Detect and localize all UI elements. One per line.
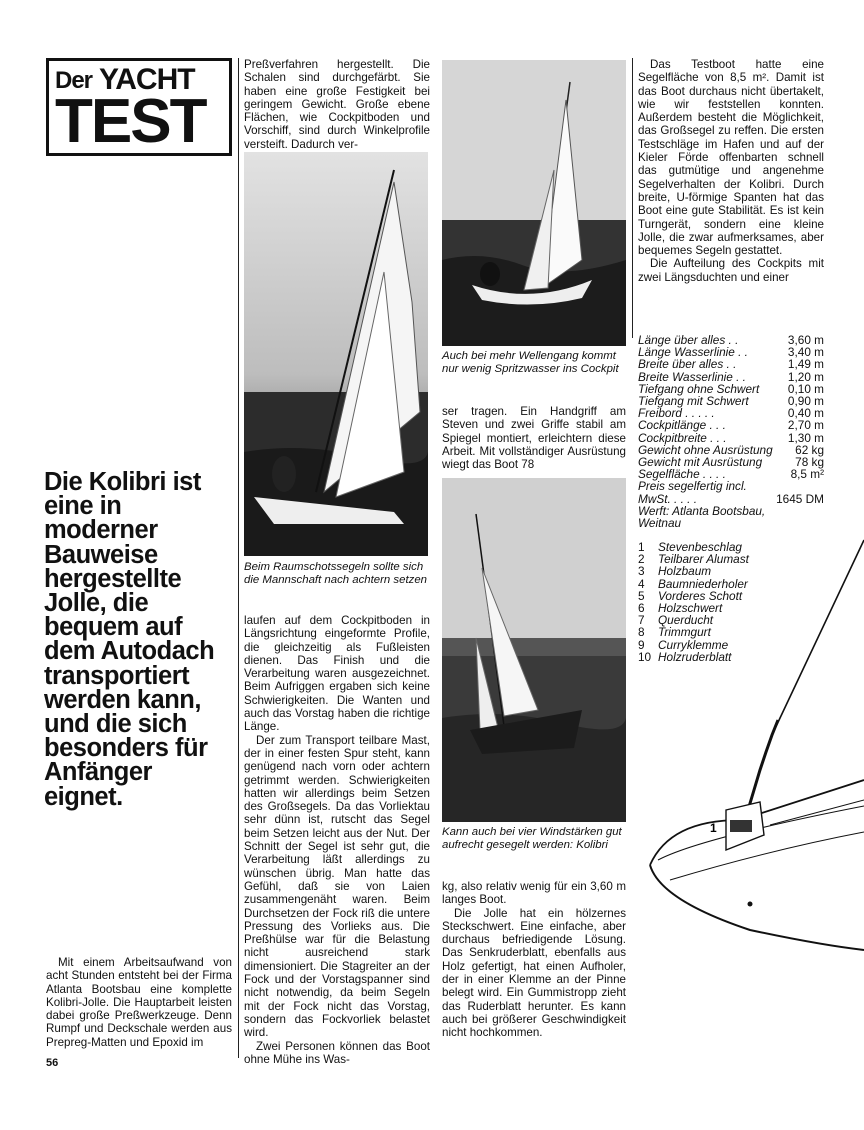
photo-1-caption: Beim Raumschotssegeln sollte sich die Mannschaft nach achtern setzen — [244, 561, 427, 586]
column-rule — [238, 58, 239, 1058]
legend-item: 10 Holzruderblatt — [638, 649, 732, 664]
legend-item: 3 Holzbaum — [638, 564, 712, 579]
legend-item: 5 Vorderes Schott — [638, 588, 743, 603]
headline: Die Kolibri ist eine in moderner Bauweise hergestellte Jolle, die bequem auf dem Autodach transportiert werden kann, und die sich besonders für Anfänger eignet. — [44, 468, 215, 811]
photo-3-caption: Kann auch bei vier Windstärken gut aufrecht gesegelt werden: Kolibri — [442, 826, 622, 851]
column-3-text-top — [442, 405, 626, 471]
spec-row: Weitnau — [638, 516, 682, 531]
spec-row: Länge über alles . . 3,60 m — [638, 333, 824, 347]
spec-row: Cockpitlänge . . . 2,70 m — [638, 418, 824, 433]
legend-item: 7 Querducht — [638, 613, 714, 628]
paragraph: Das Testboot hatte eine Segelfläche von 8,5 m². Damit ist das Boot durchaus nicht übertakelt, wie wir feststellen konnten. Außerdem besteht die Möglichkeit, das Großsegel zu reffen. Die ersten Testschläge im Hafen und auf der Kieler Förde offenbarten schnell das gutmütige und angenehme Segelverhalten der Kolibri. Durch breite, U-förmige Spanten hat das Boot eine gute Stabilität. Es ist kein Turngerät, sondern eine kleine Jolle, die zwar aufmerksames, aber bequemes Segeln gestattet. — [638, 58, 824, 258]
spec-row: Gewicht ohne Ausrüstung 62 kg — [638, 442, 824, 457]
logo-yacht: YACHT — [99, 63, 195, 96]
photo-2-image — [442, 60, 626, 346]
photo-sailboat-downwind — [244, 152, 428, 556]
paragraph: Die Aufteilung des Cockpits mit zwei Längsduchten und einer — [638, 257, 824, 284]
column-rule — [632, 58, 633, 338]
paragraph: Zwei Personen können das Boot ohne Mühe ins Was- — [244, 1039, 430, 1066]
legend-item: 4 Baumniederholer — [638, 576, 748, 591]
photo-sailboat-upwind — [442, 478, 626, 822]
diagram-label-1: 1 — [710, 821, 717, 835]
spec-row: Breite über alles . . 1,49 m — [638, 357, 824, 372]
column-4-text — [638, 58, 824, 284]
legend-item: 6 Holzschwert — [638, 601, 723, 616]
spec-row: Länge Wasserlinie . . 3,40 m — [638, 345, 824, 360]
photo-1-image — [244, 152, 428, 556]
spec-row: Tiefgang ohne Schwert 0,10 m — [638, 381, 824, 396]
paragraph: Preßverfahren hergestellt. Die Schalen sind durchgefärbt. Sie haben eine große Festigkeit bei geringem Gewicht. Große ebene Flächen, wie Cockpitboden und Vorschiff, sind durch Winkelprofile versteift. Dadurch ver- — [244, 58, 430, 151]
column-2-top-text — [244, 58, 430, 151]
column-2-text — [244, 614, 430, 1066]
logo-der: Der — [55, 67, 93, 94]
paragraph: Mit einem Arbeitsaufwand von acht Stunden entsteht bei der Firma Atlanta Bootsbau eine komplette Kolibri-Jolle. Die Hauptarbeit leisten dabei große Preßwerkzeuge. Denn Rumpf und Deckschale werden aus Prepreg-Matten und Epoxid im — [46, 956, 232, 1049]
legend-item: 9 Curryklemme — [638, 637, 729, 652]
page-number: 56 — [46, 1057, 59, 1069]
paragraph: Der zum Transport teilbare Mast, der in einer festen Spur steht, kann genügend nach vorn oder achtern getrimmt werden. Schwierigkeiten hatten wir allerdings beim Setzen des Großsegels. Da das Vorliektau sehr dünn ist, rutscht das Segel beim Setzen leicht aus der Nut. Der Schnitt der Segel ist sehr gut, die Verarbeitung läßt allerdings zu wünschen übrig. Man hatte das Gefühl, daß sie von Laien zusammengenäht waren. Beim Durchsetzen der Fock riß die untere Pressung des Vorlieks aus. Die Preßhülse war für die Belastung nicht ausreichend stark dimensioniert. Die Stagreiter an der Fock und der Vorstagspanner sind nicht notwendig, da beim Segeln mit der Fock nicht das Vorstag, sondern das Fockvorliek belastet wird. — [244, 733, 430, 1040]
paragraph: Die Jolle hat ein hölzernes Steckschwert. Eine einfache, aber durchaus befriedigende Lösung. Das Senkruderblatt, ebenfalls aus Holz gefertigt, hat einen Aufholer, der in einer Klemme an der Pinne belegt wird. Ein Gummistropp zieht das Ruderblatt herunter. Es kann auch bei größerer Geschwindigkeit nicht hochkommen. — [442, 906, 626, 1040]
column-3-text — [442, 880, 626, 1040]
spec-row: Preis segelfertig incl. — [638, 479, 747, 494]
forestay-line — [772, 540, 864, 735]
spec-row: Segelfläche . . . . 8,5 m² — [638, 467, 824, 482]
yacht-test-logo — [46, 58, 232, 156]
photo-2-caption: Auch bei mehr Wellengang kommt nur wenig Spritzwasser ins Cockpit — [442, 350, 619, 375]
photo-3-image — [442, 478, 626, 822]
paragraph: ser tragen. Ein Handgriff am Steven und zwei Griffe stabil am Spiegel montiert, erleichtern diese Arbeit. Mit vollständiger Ausrüstung wiegt das Boot 78 — [442, 405, 626, 472]
legend-item: 8 Trimmgurt — [638, 625, 711, 640]
legend-item: 2 Teilbarer Alumast — [638, 552, 749, 567]
spec-table — [638, 334, 824, 529]
paragraph: kg, also relativ wenig für ein 3,60 m langes Boot. — [442, 880, 626, 907]
photo-sailboat-waves — [442, 60, 626, 346]
spec-row: Tiefgang mit Schwert 0,90 m — [638, 394, 824, 409]
spec-row: Freibord . . . . . 0,40 m — [638, 406, 824, 421]
logo-test: TEST — [55, 87, 206, 156]
bow-diagram — [630, 520, 864, 1080]
legend-item: 1 Stevenbeschlag — [638, 540, 742, 554]
spec-row: Breite Wasserlinie . . 1,20 m — [638, 369, 824, 384]
hull-edge — [650, 865, 864, 950]
spec-row: MwSt. . . . . 1645 DM — [638, 491, 824, 506]
column-1-text — [46, 956, 232, 1049]
spec-row: Gewicht mit Ausrüstung 78 kg — [638, 455, 824, 470]
spec-row: Werft: Atlanta Bootsbau, — [638, 503, 766, 518]
spec-row: Cockpitbreite . . . 1,30 m — [638, 430, 824, 445]
paragraph: laufen auf dem Cockpitboden in Längsrichtung eingeformte Profile, die gleichzeitig als Fußleisten dienen. Das Finish und die Verarbeitung waren ausgezeichnet. Beim Aufriggen ergaben sich keine Schwierigkeiten. Die Wanten und auch das Vorstag haben die richtige Länge. — [244, 614, 430, 734]
